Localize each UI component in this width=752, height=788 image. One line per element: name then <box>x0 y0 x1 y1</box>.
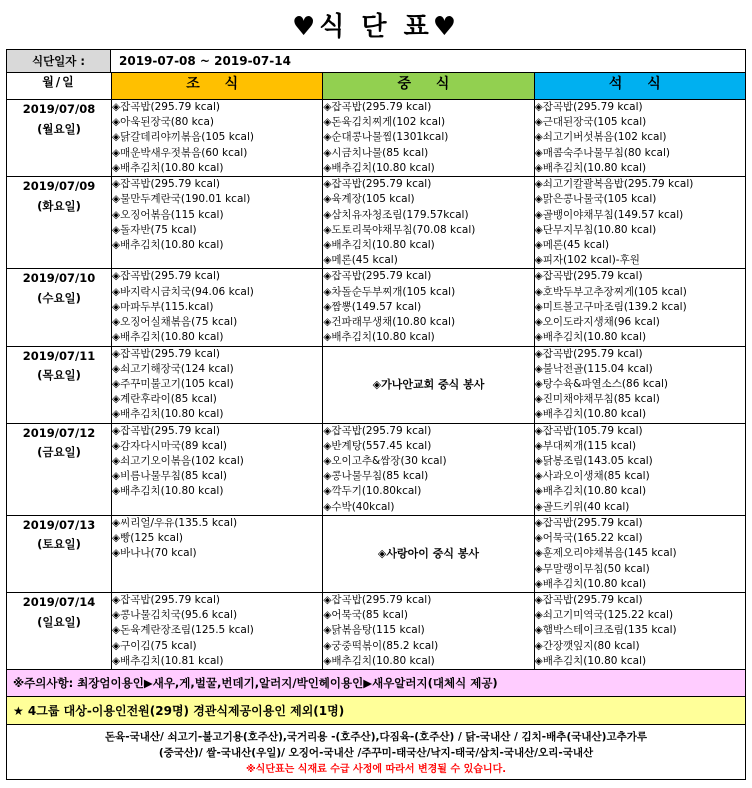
menu-item: ◈골드키위(40 kcal) <box>534 500 630 513</box>
menu-item: ◈쇠고기해장국(124 kcal) <box>112 362 234 375</box>
menu-item: ◈오징어볶음(115 kcal) <box>112 208 224 221</box>
menu-item: ◈잡곡밥(295.79 kcal) <box>534 516 643 529</box>
table-row <box>7 515 746 592</box>
menu-item: ◈쇠고기미역국(125.22 kcal) <box>534 609 674 622</box>
day-cell <box>7 346 112 423</box>
table-row <box>7 177 746 269</box>
menu-item: ◈궁중떡볶이(85.2 kcal) <box>323 639 439 652</box>
day-weekday: (일요일) <box>37 614 81 629</box>
dinner-cell <box>534 346 745 423</box>
menu-item: ◈건파래무생채(10.80 kcal) <box>323 316 456 329</box>
lunch-cell <box>323 100 534 177</box>
menu-item: ◈메론(45 kcal) <box>323 254 398 267</box>
menu-item: ◈잡곡밥(295.79 kcal) <box>323 101 432 113</box>
menu-item: ◈콩나물무침(85 kcal) <box>323 470 429 483</box>
breakfast-cell <box>112 269 323 346</box>
menu-item: ◈배추김치(10.80 kcal) <box>112 485 224 498</box>
menu-item: ◈순대콩나물찜(1301kcal) <box>323 131 449 144</box>
dinner-cell <box>534 423 745 515</box>
menu-item: ◈쇠고기칼괄복음밥(295.79 kcal) <box>534 178 694 191</box>
menu-item: ◈잡곡밥(295.79 kcal) <box>534 594 643 606</box>
menu-item: ◈닭볶음탕(115 kcal) <box>323 624 425 637</box>
menu-item: ◈골뱅이야채무침(149.57 kcal) <box>534 208 684 221</box>
menu-item: ◈육계장(105 kcal) <box>323 193 415 206</box>
day-date: 2019/07/11 <box>22 348 96 363</box>
menu-item: ◈아욱된장국(80 kca) <box>112 116 214 129</box>
menu-item: ◈시금치나물(85 kcal) <box>323 146 429 159</box>
day-cell <box>7 593 112 670</box>
menu-item: ◈훈제오리야채볶음(145 kcal) <box>534 547 677 560</box>
menu-item: ◈미트볼고구마조림(139.2 kcal) <box>534 300 687 313</box>
menu-item: ◈맑은콩나물국(105 kcal) <box>534 193 657 206</box>
menu-item: ◈돈육계란장조림(125.5 kcal) <box>112 624 254 637</box>
menu-item: ◈감자다시마국(89 kcal) <box>112 439 228 452</box>
day-date: 2019/07/12 <box>22 425 96 440</box>
lunch-cell <box>323 515 534 592</box>
menu-item: ◈배추김치(10.80 kcal) <box>323 161 435 174</box>
menu-item: ◈배추김치(10.80 kcal) <box>534 408 647 421</box>
menu-item: ◈잡곡밥(105.79 kcal) <box>534 424 643 437</box>
menu-item: ◈물만두계란국(190.01 kcal) <box>112 193 251 206</box>
menu-item: ◈배추김치(10.80 kcal) <box>534 161 647 174</box>
menu-item: ◈메론(45 kcal) <box>534 238 610 251</box>
menu-item: ◈배추김치(10.80 kcal) <box>534 485 647 498</box>
menu-item: ◈호박두부고추장찌게(105 kcal) <box>534 285 687 298</box>
menu-item: ◈닭봉조림(143.05 kcal) <box>534 455 653 468</box>
menu-item: ◈진미채야채무침(85 kcal) <box>534 393 660 406</box>
menu-item: ◈쇠고기오이볶음(102 kcal) <box>112 455 244 468</box>
menu-item: ◈바지락시금치국(94.06 kcal) <box>112 285 254 298</box>
lunch-cell <box>323 269 534 346</box>
day-weekday: (토요일) <box>37 537 81 552</box>
header-day: 월/일 <box>7 73 112 100</box>
lunch-cell <box>323 346 534 423</box>
header-dinner: 석 식 <box>534 73 745 100</box>
day-cell <box>7 423 112 515</box>
menu-item: ◈주꾸미불고기(105 kcal) <box>112 377 234 390</box>
breakfast-cell <box>112 515 323 592</box>
menu-item: ◈무말랭이무침(50 kcal) <box>534 562 650 575</box>
menu-item: ◈부대찌개(115 kcal) <box>534 439 637 452</box>
dinner-cell <box>534 100 745 177</box>
lunch-cell <box>323 593 534 670</box>
menu-item: ◈돌자반(75 kcal) <box>112 223 197 236</box>
dinner-cell <box>534 177 745 269</box>
menu-item: ◈배추김치(10.80 kcal) <box>323 654 435 667</box>
menu-item: ◈잡곡밥(295.79 kcal) <box>112 101 220 113</box>
menu-item: ◈잡곡밥(295.79 kcal) <box>323 594 432 606</box>
menu-item: ◈매콤숙주나물무침(80 kcal) <box>534 146 670 159</box>
menu-item: ◈배추김치(10.80 kcal) <box>112 408 224 421</box>
menu-item: ◈어묵국(165.22 kcal) <box>534 532 643 545</box>
menu-item: ◈햄박스테이크조림(135 kcal) <box>534 624 677 637</box>
menu-item: ◈배추김치(10.80 kcal) <box>112 238 224 251</box>
menu-item: ◈잡곡밥(295.79 kcal) <box>112 270 220 283</box>
origin-line-1: 돈육-국내산/ 쇠고기-불고기용(호주산),국거리용 -(호주산),다짐육-(호주산) / 닭-국내산 / 김치-배추(국내산)고추가루 <box>104 731 648 744</box>
menu-item: ◈비름나물무침(85 kcal) <box>112 470 228 483</box>
menu-item: ◈바나나(70 kcal) <box>112 547 197 560</box>
menu-item: ◈단무지무침(10.80 kcal) <box>534 223 657 236</box>
origin-line-2: (중국산)/ 쌀-국내산(우일)/ 오징어-국내산 /주꾸미-태국산/낙지-태국/삼치-국내산/오리-국내산 <box>158 747 594 760</box>
day-weekday: (금요일) <box>37 445 81 460</box>
menu-item: ◈수박(40kcal) <box>323 500 395 513</box>
menu-item: ◈빵(125 kcal) <box>112 532 183 545</box>
menu-item: ◈오이고추&쌈장(30 kcal) <box>323 455 447 468</box>
date-label: 식단일자 : <box>7 50 111 72</box>
menu-item: ◈계란후라이(85 kcal) <box>112 393 217 406</box>
menu-item: ◈닭갈데리야끼볶음(105 kcal) <box>112 131 254 144</box>
day-date: 2019/07/10 <box>22 271 96 286</box>
day-weekday: (월요일) <box>37 121 81 136</box>
origin-note: ※식단표는 식재료 수급 사정에 따라서 변경될 수 있습니다. <box>245 763 507 775</box>
date-range: 2019-07-08 ~ 2019-07-14 <box>119 54 291 68</box>
menu-item: ◈깍두기(10.80kcal) <box>323 485 422 498</box>
menu-item: ◈잡곡밥(295.79 kcal) <box>323 178 432 191</box>
notice-group: ★ 4그룹 대상-이용인전원(29명) 경관식제공이용인 제외(1명) <box>6 697 746 725</box>
menu-item: ◈배추김치(10.80 kcal) <box>323 238 435 251</box>
menu-item: ◈탕수육&파열소스(86 kcal) <box>534 377 669 390</box>
menu-item: ◈배추김치(10.80 kcal) <box>112 331 224 344</box>
menu-item: ◈배추김치(10.80 kcal) <box>534 577 647 590</box>
menu-item: ◈잡곡밥(295.79 kcal) <box>112 424 220 437</box>
menu-item: ◈도토리묵야채무침(70.08 kcal) <box>323 223 476 236</box>
menu-table <box>6 72 746 670</box>
lunch-cell <box>323 423 534 515</box>
breakfast-cell <box>112 100 323 177</box>
menu-item: ◈매운박새우젓볶음(60 kcal) <box>112 146 248 159</box>
menu-item: ◈간장깻잎지(80 kcal) <box>534 639 640 652</box>
day-date: 2019/07/08 <box>22 102 96 116</box>
dinner-cell <box>534 515 745 592</box>
day-date: 2019/07/09 <box>22 179 96 194</box>
page-title: ♥식 단 표♥ <box>291 12 461 42</box>
day-weekday: (화요일) <box>37 198 81 213</box>
menu-item: ◈삼치유자청조림(179.57kcal) <box>323 208 469 221</box>
table-row <box>7 269 746 346</box>
menu-item: ◈잡곡밥(295.79 kcal) <box>534 101 643 113</box>
table-row <box>7 346 746 423</box>
header-lunch: 중 식 <box>323 73 534 100</box>
date-row <box>6 49 746 72</box>
menu-item: ◈잡곡밥(295.79 kcal) <box>112 178 220 191</box>
menu-item: ◈쇠고기버섯볶음(102 kcal) <box>534 131 667 144</box>
day-cell <box>7 177 112 269</box>
table-header-row <box>7 73 746 100</box>
day-date: 2019/07/14 <box>22 595 96 609</box>
table-row <box>7 593 746 670</box>
menu-item: ◈배추김치(10.81 kcal) <box>112 654 224 667</box>
menu-item: ◈반계탕(557.45 kcal) <box>323 439 432 452</box>
lunch-cell <box>323 177 534 269</box>
menu-item: ◈피자(102 kcal)-후원 <box>534 254 640 267</box>
menu-item: ◈배추김치(10.80 kcal) <box>534 331 647 344</box>
menu-item: ◈불낙전골(115.04 kcal) <box>534 362 653 375</box>
day-cell <box>7 100 112 177</box>
notice-allergy: ※주의사항: 최장엄이용인▶새우,게,벌꿀,번데기,알러지/박인헤이용인▶새우알러지(대체식 제공) <box>6 670 746 697</box>
menu-item: ◈사과오이생채(85 kcal) <box>534 470 650 483</box>
menu-item: ◈배추김치(10.80 kcal) <box>112 161 224 174</box>
menu-item: ◈돈육김치찌게(102 kcal) <box>323 116 446 129</box>
menu-item: ◈배추김치(10.80 kcal) <box>323 331 435 344</box>
dinner-cell <box>534 593 745 670</box>
day-weekday: (수요일) <box>37 290 81 305</box>
menu-item: ◈근대된장국(105 kcal) <box>534 116 647 129</box>
breakfast-cell <box>112 346 323 423</box>
menu-item: ◈씨리얼/우유(135.5 kcal) <box>112 516 238 529</box>
menu-item: ◈오징어실채볶음(75 kcal) <box>112 316 238 329</box>
day-cell <box>7 269 112 346</box>
menu-item: ◈마파두부(115.kcal) <box>112 300 214 313</box>
menu-item: ◈짬뽕(149.57 kcal) <box>323 300 422 313</box>
day-date: 2019/07/13 <box>22 517 96 532</box>
dinner-cell <box>534 269 745 346</box>
breakfast-cell <box>112 593 323 670</box>
menu-item: ◈잡곡밥(295.79 kcal) <box>534 270 643 283</box>
menu-item: ◈차돌순두부찌개(105 kcal) <box>323 285 456 298</box>
menu-item: ◈잡곡밥(295.79 kcal) <box>112 594 220 606</box>
table-row <box>7 423 746 515</box>
menu-item: ◈오이도라지생채(96 kcal) <box>534 316 660 329</box>
day-weekday: (목요일) <box>37 368 81 383</box>
menu-item: ◈배추김치(10.80 kcal) <box>534 654 647 667</box>
menu-item: ◈잡곡밥(295.79 kcal) <box>534 347 643 360</box>
menu-item: ◈구이김(75 kcal) <box>112 639 197 652</box>
menu-note: ◈사랑아이 중식 봉사 <box>377 546 480 560</box>
breakfast-cell <box>112 177 323 269</box>
menu-note: ◈가나안교회 중식 봉사 <box>372 377 485 391</box>
header-breakfast: 조 식 <box>112 73 323 100</box>
menu-item: ◈어묵국(85 kcal) <box>323 609 408 622</box>
day-cell <box>7 515 112 592</box>
menu-item: ◈잡곡밥(295.79 kcal) <box>323 270 432 283</box>
menu-item: ◈콩나물김치국(95.6 kcal) <box>112 609 238 622</box>
origin-info <box>6 725 746 780</box>
menu-item: ◈잡곡밥(295.79 kcal) <box>323 424 432 437</box>
table-row <box>7 100 746 177</box>
menu-item: ◈잡곡밥(295.79 kcal) <box>112 347 220 360</box>
breakfast-cell <box>112 423 323 515</box>
